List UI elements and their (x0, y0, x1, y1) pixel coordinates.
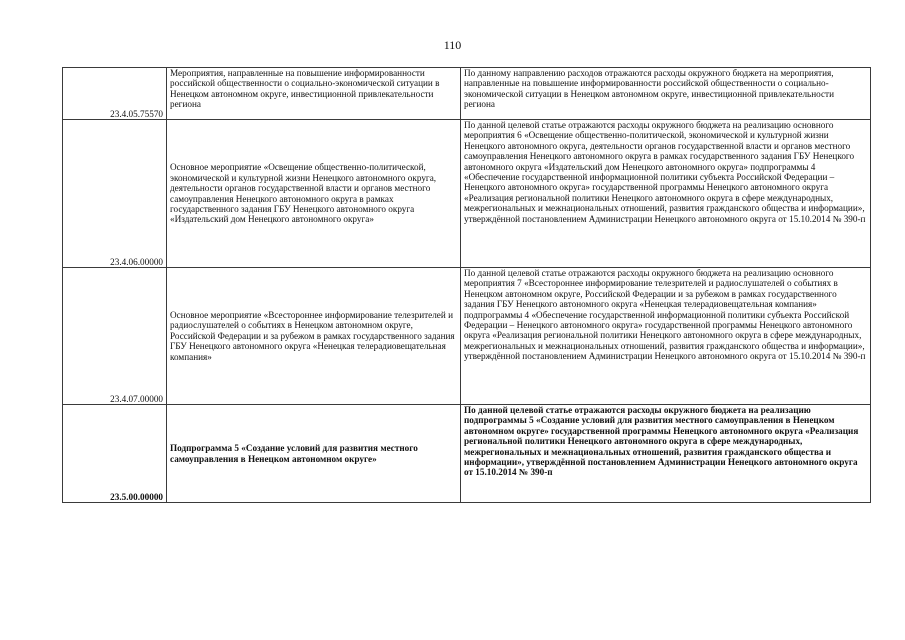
row-code: 23.4.06.00000 (63, 120, 167, 268)
row-code: 23.4.05.75570 (63, 68, 167, 120)
budget-classification-table (62, 67, 871, 503)
row-title: Подпрограмма 5 «Создание условий для развития местного самоуправления в Ненецком автономном округе» (167, 405, 461, 503)
row-description: По данной целевой статье отражаются расходы окружного бюджета на реализацию подпрограммы 5 «Создание условий для развития местного самоуправления в Ненецком автономном округе» государственной программы Ненецкого автономного округа «Реализация региональной политики Ненецкого автономного округа в сфере международных, межрегиональных и межнациональных отношений, развития гражданского общества и информации», утверждённой постановлением Администрации Ненецкого автономного округа от 15.10.2014 № 390-п (461, 405, 871, 503)
row-description: По данной целевой статье отражаются расходы окружного бюджета на реализацию основного мероприятия 6 «Освещение общественно-политической, экономической и культурной жизни Ненецкого автономного округа, деятельности органов государственной власти и органов местного самоуправления Ненецкого автономного округа в рамках государственного задания ГБУ Ненецкого автономного округа «Издательский дом Ненецкого автономного округа» подпрограммы 4 «Обеспечение государственной информационной политики субъекта Российской Федерации – Ненецкого автономного округа» государственной программы Ненецкого автономного округа «Реализация региональной политики Ненецкого автономного округа в сфере международных, межрегиональных и межнациональных отношений, развития гражданского общества и информации», утверждённой постановлением Администрации Ненецкого автономного округа от 15.10.2014 № 390-п (461, 120, 871, 268)
row-description: По данной целевой статье отражаются расходы окружного бюджета на реализацию основного мероприятия 7 «Всестороннее информирование телезрителей и радиослушателей о событиях в Ненецком автономном округе, Российской Федерации и за рубежом в рамках государственного задания ГБУ Ненецкого автономного округа «Ненецкая телерадиовещательная компания» подпрограммы 4 «Обеспечение государственной информационной политики субъекта Российской Федерации – Ненецкого автономного округа» государственной программы Ненецкого автономного округа «Реализация региональной политики Ненецкого автономного округа в сфере международных, межрегиональных и межнациональных отношений, развития гражданского общества и информации», утверждённой постановлением Администрации Ненецкого автономного округа от 15.10.2014 № 390-п (461, 268, 871, 405)
row-code: 23.4.07.00000 (63, 268, 167, 405)
row-title: Мероприятия, направленные на повышение информированности российской общественности о социально-экономической ситуации в Ненецком автономном округе, инвестиционной привлекательности региона (167, 68, 461, 120)
page-number: 110 (443, 38, 462, 52)
row-description: По данному направлению расходов отражаются расходы окружного бюджета на мероприятия, направленные на повышение информированности российской общественности о социально-экономической ситуации в Ненецком автономном округе, инвестиционной привлекательности региона (461, 68, 871, 120)
row-title: Основное мероприятие «Всестороннее информирование телезрителей и радиослушателей о событиях в Ненецком автономном округе, Российской Федерации и за рубежом в рамках государственного задания ГБУ Ненецкого автономного округа «Ненецкая телерадиовещательная компания» (167, 268, 461, 405)
table-row (63, 268, 871, 405)
table-row (63, 120, 871, 268)
table-row (63, 405, 871, 503)
table-row (63, 68, 871, 120)
row-code: 23.5.00.00000 (63, 405, 167, 503)
row-title: Основное мероприятие «Освещение общественно-политической, экономической и культурной жизни Ненецкого автономного округа, деятельности органов государственной власти и органов местного самоуправления Ненецкого автономного округа в рамках государственного задания ГБУ Ненецкого автономного округа «Издательский дом Ненецкого автономного округа» (167, 120, 461, 268)
